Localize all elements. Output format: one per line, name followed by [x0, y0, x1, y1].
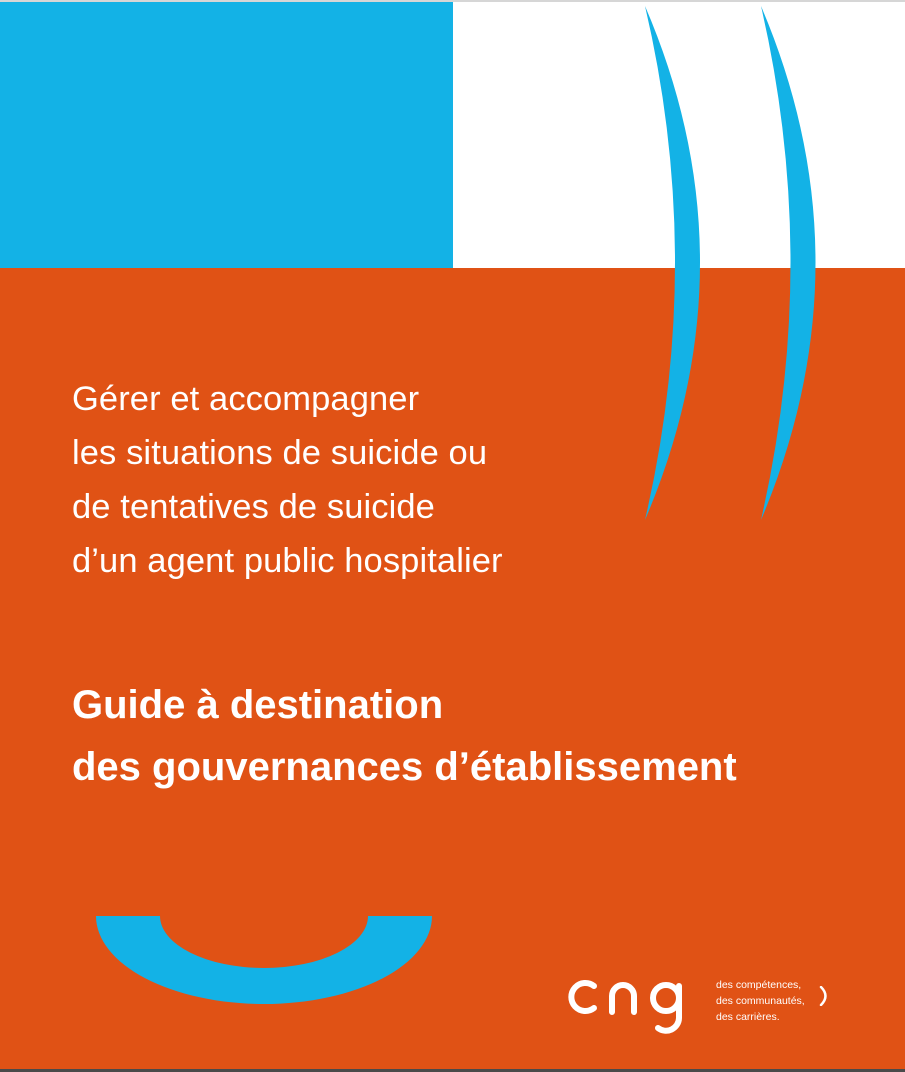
subtitle-line-4: d’un agent public hospitalier [72, 542, 503, 580]
logo-tagline [716, 977, 805, 1025]
cover-title [72, 674, 872, 798]
tagline-line-3: des carrières. [716, 1011, 780, 1023]
half-ring-shape [96, 916, 432, 1004]
subtitle-line-3: de tentatives de suicide [72, 488, 435, 526]
title-line-1: Guide à destination [72, 683, 444, 727]
crescent-shape-left [645, 6, 700, 520]
logo-arc-mark-icon [818, 986, 832, 1006]
subtitle-line-2: les situations de suicide ou [72, 434, 488, 472]
subtitle-line-1: Gérer et accompagner [72, 380, 420, 418]
tagline-line-2: des communautés, [716, 995, 805, 1007]
crescent-shape-right [761, 6, 816, 520]
tagline-line-1: des compétences, [716, 979, 802, 991]
cng-logo-icon [566, 970, 716, 1042]
title-line-2: des gouvernances d’établissement [72, 745, 737, 789]
cover-subtitle [72, 372, 632, 588]
